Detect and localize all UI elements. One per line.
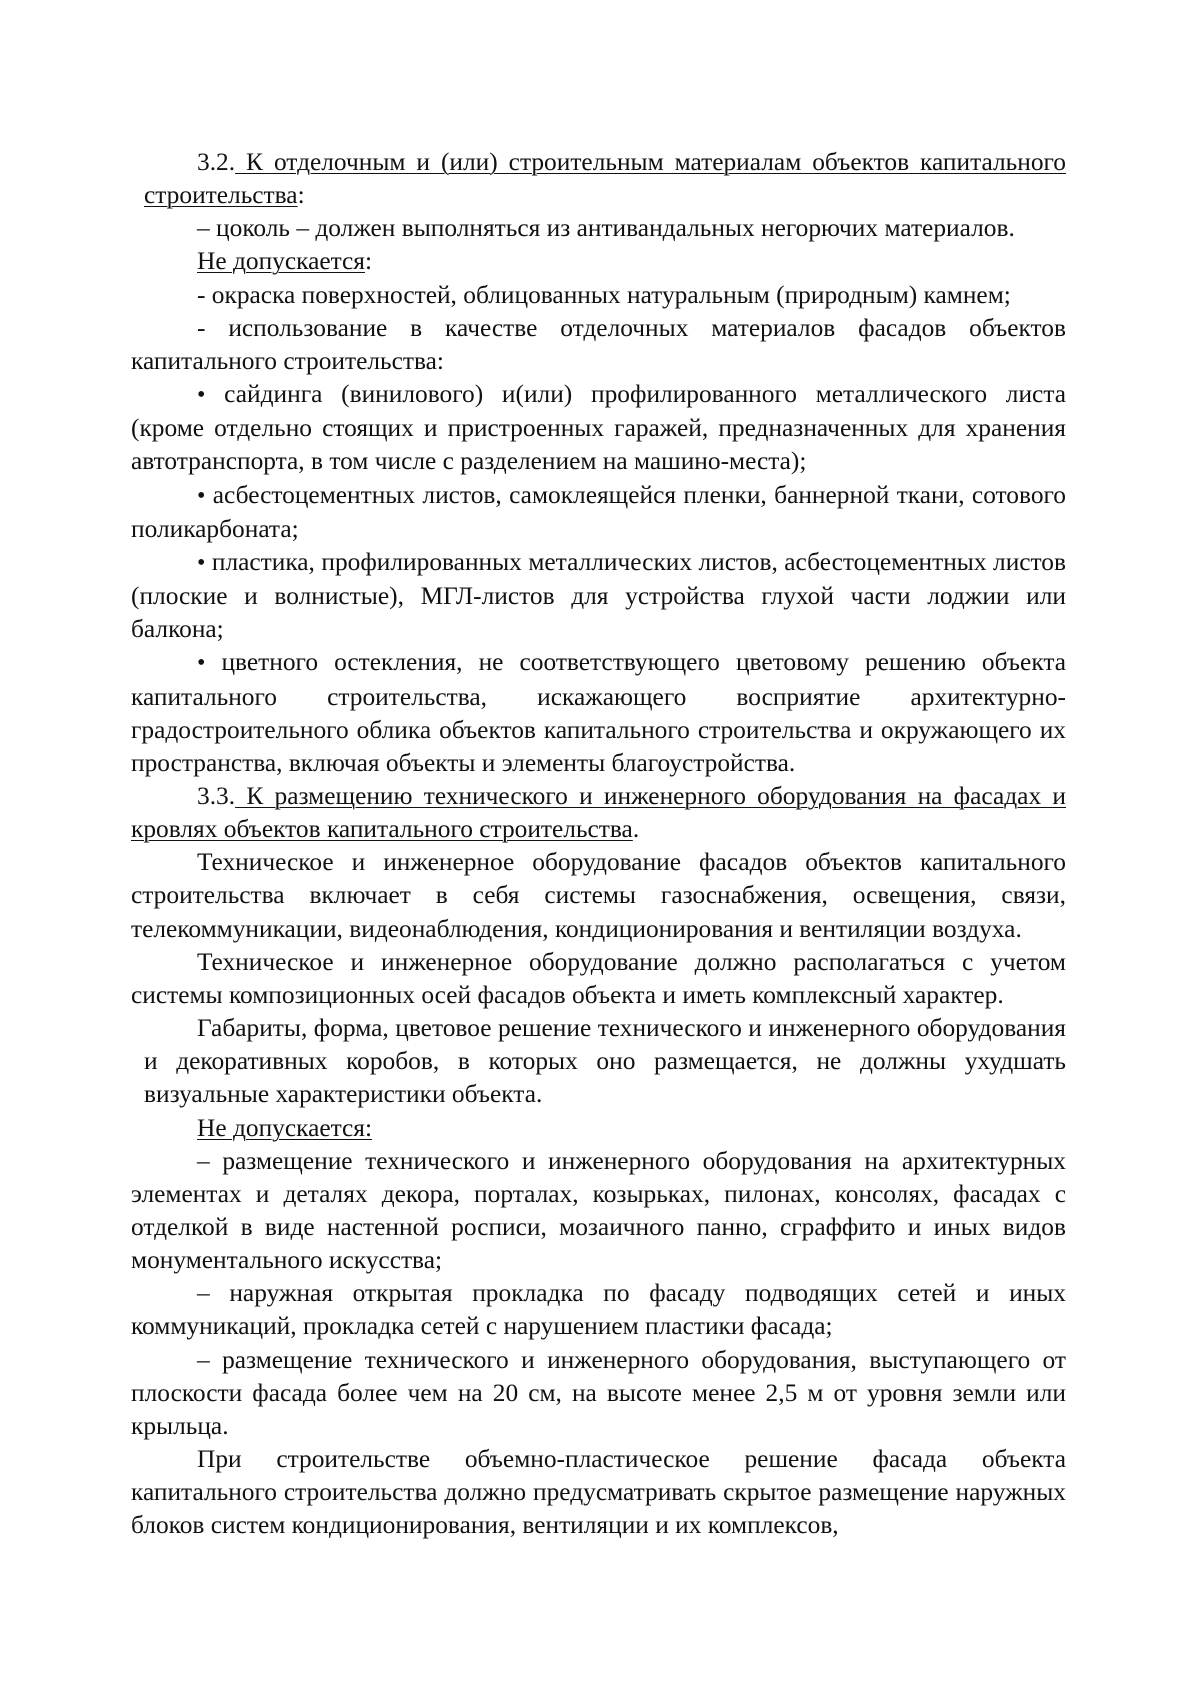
not-allowed-heading-2 — [131, 1112, 1066, 1145]
list-item-architectural-elements: – размещение технического и инженерного оборудования на архитектурных элементах и деталях декора, порталах, козырьках, пилонах, консолях, фасадах с отделкой в виде настенной росписи, мозаичного панно, сграффито и иных видов монументального искусства; — [131, 1146, 1066, 1275]
list-item-stone-painting: - окраска поверхностей, облицованных натуральным (природным) камнем; — [197, 280, 1011, 309]
bullet-mark: • — [197, 382, 206, 409]
bullet-item-siding — [131, 378, 1066, 478]
paragraph-hidden-placement: При строительстве объемно-пластическое решение фасада объекта капитального строительства должно предусматривать скрытое размещение наружных блоков систем кондиционирования, вентиляции и их комплексов, — [131, 1445, 1066, 1540]
bullet-item-plastic — [131, 546, 1066, 646]
bullet-text: пластика, профилированных металлических листов, асбестоцементных листов (плоские и волнистые), МГЛ-листов для устройства глухой части лоджии или балкона; — [131, 547, 1066, 644]
section-3-3-heading — [131, 780, 1066, 846]
section-title: К отделочным и (или) строительным материалам объектов капитального строительства — [144, 148, 1066, 210]
bullet-text: асбестоцементных листов, самоклеящейся пленки, баннерной ткани, сотового поликарбоната; — [131, 480, 1066, 543]
section-title: К размещению технического и инженерного оборудования на фасадах и кровлях объектов капитального строительства — [131, 781, 1066, 844]
plinth-requirement: – цоколь – должен выполняться из антивандальных негорючих материалов. — [197, 214, 1015, 243]
bullet-item-asbestos — [131, 479, 1066, 546]
bullet-item-colored-glazing — [131, 646, 1066, 780]
bullet-mark: • — [197, 650, 206, 677]
list-item-open-cabling: – наружная открытая прокладка по фасаду подводящих сетей и иных коммуникаций, прокладка сетей с нарушением пластики фасада; — [131, 1279, 1066, 1341]
section-3-2-heading — [131, 146, 1066, 212]
section-number: 3.3. — [197, 781, 236, 810]
paragraph-equipment-placement: Техническое и инженерное оборудование должно располагаться с учетом системы композиционных осей фасадов объекта и иметь комплексный характер. — [131, 947, 1066, 1009]
paragraph-equipment-systems: Техническое и инженерное оборудование фасадов объектов капитального строительства включает в себя системы газоснабжения, освещения, связи, телекоммуникации, видеонаблюдения, кондиционирования и вентиляции воздуха. — [131, 848, 1066, 943]
bullet-mark: • — [197, 549, 206, 576]
heading-colon: : — [297, 181, 305, 210]
not-allowed-label: Не допускается: — [197, 1113, 373, 1142]
section-number: 3.2. — [197, 148, 236, 176]
bullet-text: цветного остекления, не соответствующего цветовому решению объекта капитального строительства, искажающего восприятие архитектурно-градостроительного облика объектов капитального строительства и окружающего их пространства, включая объекты и элементы благоустройства. — [131, 648, 1066, 777]
list-item-protruding-equipment: – размещение технического и инженерного оборудования, выступающего от плоскости фасада более чем на 20 см, на высоте менее 2,5 м от уровня земли или крыльца. — [131, 1345, 1066, 1440]
document-body — [131, 146, 1066, 1543]
bullet-text: сайдинга (винилового) и(или) профилированного металлического листа (кроме отдельно стоящих и пристроенных гаражей, предназначенных для хранения автотранспорта, в том числе с разделением на машино-места); — [131, 380, 1066, 476]
list-item-finishing-materials: - использование в качестве отделочных материалов фасадов объектов капитального строительства: — [131, 313, 1066, 375]
heading-period: . — [632, 815, 640, 844]
bullet-mark: • — [197, 482, 206, 509]
paragraph-dimensions: Габариты, форма, цветовое решение технического и инженерного оборудования и декоративных коробов, в которых оно размещается, не должны ухудшать визуальные характеристики объекта. — [144, 1014, 1066, 1109]
not-allowed-colon: : — [364, 247, 373, 276]
not-allowed-label: Не допускается — [197, 247, 365, 276]
not-allowed-heading — [131, 245, 1066, 278]
